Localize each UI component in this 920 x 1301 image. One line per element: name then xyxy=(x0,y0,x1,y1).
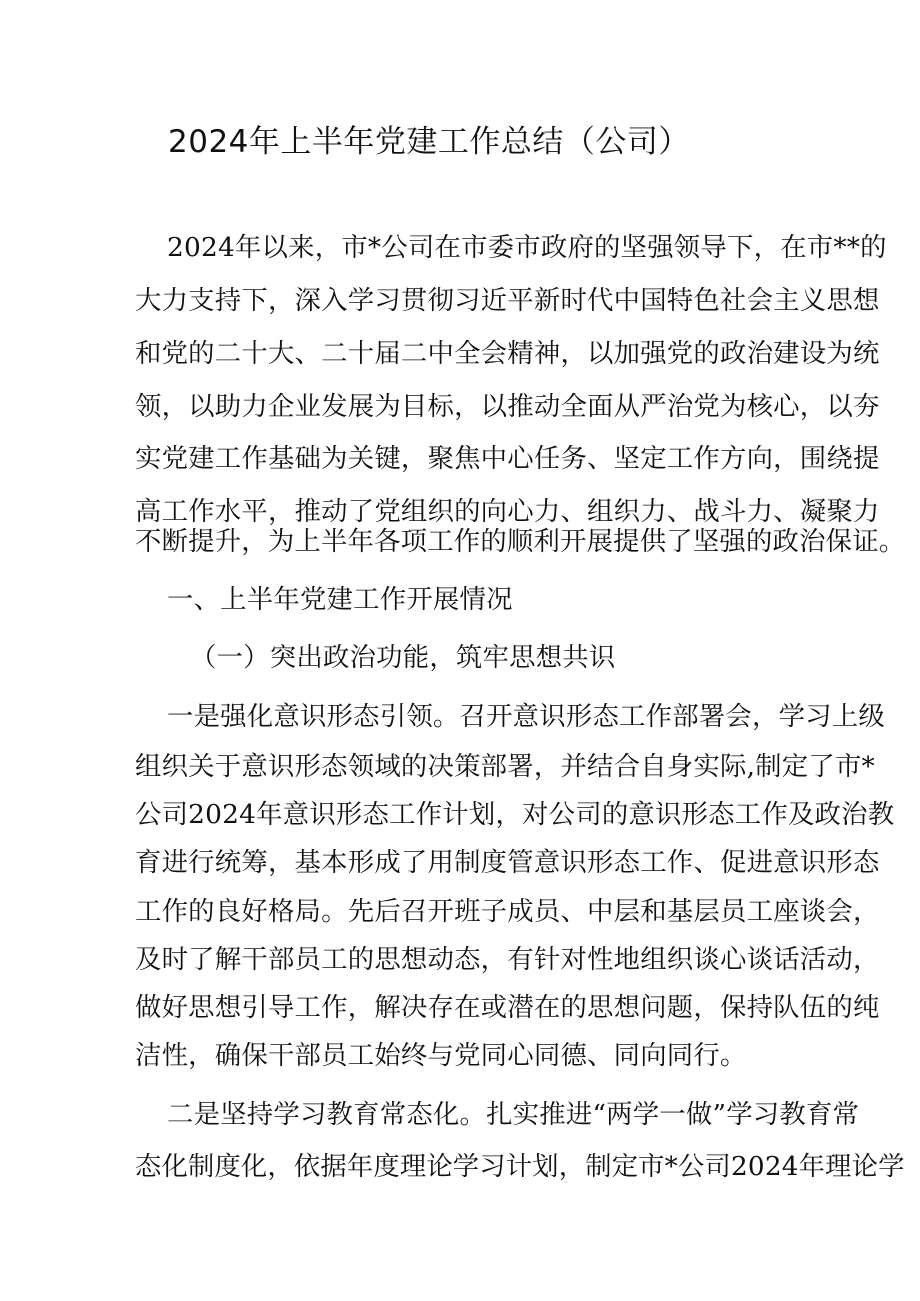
paragraph-line: 大力支持下，深入学习贯彻习近平新时代中国特色社会主义思想 xyxy=(135,285,880,316)
paragraph-line: 一是强化意识形态引领。召开意识形态工作部署会，学习上级 xyxy=(167,701,885,732)
paragraph-line: 洁性，确保干部员工始终与党同心同德、同向同行。 xyxy=(135,1040,747,1071)
paragraph-line: 和党的二十大、二十届二中全会精神，以加强党的政治建设为统 xyxy=(135,338,880,369)
paragraph-line: 高工作水平，推动了党组织的向心力、组织力、战斗力、凝聚力 xyxy=(135,496,880,527)
paragraph-line: 及时了解干部员工的思想动态，有针对性地组织谈心谈话活动， xyxy=(135,944,880,975)
paragraph-line: 领，以助力企业发展为目标，以推动全面从严治党为核心，以夯 xyxy=(135,391,880,422)
document-title: 2024年上半年党建工作总结（公司） xyxy=(168,124,690,160)
paragraph-line: 2024年以来，市*公司在市委市政府的坚强领导下，在市**的 xyxy=(167,232,887,263)
paragraph-line: 组织关于意识形态领域的决策部署，并结合自身实际,制定了市* xyxy=(135,751,875,782)
paragraph-line: 态化制度化，依据年度理论学习计划，制定市*公司2024年理论学 xyxy=(135,1151,905,1182)
paragraph-line: 公司2024年意识形态工作计划，对公司的意识形态工作及政治教 xyxy=(135,799,895,830)
paragraph-line: 做好思想引导工作，解决存在或潜在的思想问题，保持队伍的纯 xyxy=(135,992,880,1023)
paragraph-line: 实党建工作基础为关键，聚焦中心任务、坚定工作方向，围绕提 xyxy=(135,443,880,474)
paragraph-line: 不断提升，为上半年各项工作的顺利开展提供了坚强的政治保证。 xyxy=(135,526,906,557)
paragraph-line: 育进行统筹，基本形成了用制度管意识形态工作、促进意识形态 xyxy=(135,847,880,878)
subsection-heading: （一）突出政治功能，筑牢思想共识 xyxy=(190,642,616,673)
section-heading: 一、上半年党建工作开展情况 xyxy=(167,584,513,615)
paragraph-line: 二是坚持学习教育常态化。扎实推进“两学一做”学习教育常 xyxy=(167,1099,860,1130)
paragraph-line: 工作的良好格局。先后召开班子成员、中层和基层员工座谈会， xyxy=(135,896,880,927)
